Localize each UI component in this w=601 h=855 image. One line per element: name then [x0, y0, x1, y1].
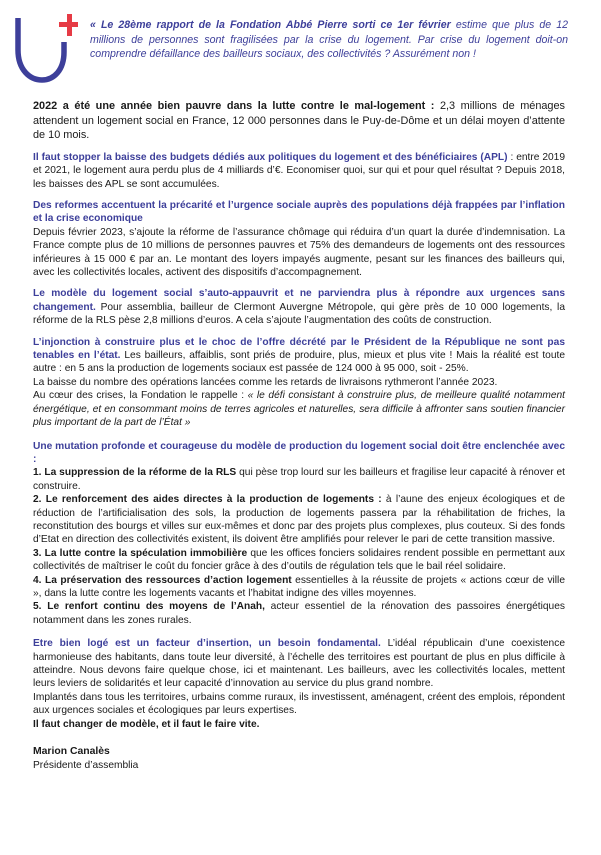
list-item-5 — [33, 600, 565, 627]
assembly-u-cross-logo — [14, 12, 78, 84]
signature — [33, 745, 565, 772]
reformes-heading: Des reformes accentuent la précarité et l’urgence sociale auprès des populations déjà frappées par l’inflation et la crise economique — [33, 200, 565, 225]
item-2-text: à l’aune des enjeux écologiques et de réduction de l’artificialisation des sols, la production de logements passera par la réhabilitation de friches, la reconstitution des bourgs et villes sur eux-mêmes et donc par des projets plus complexes, plus couteux. Si des fonds d’Etat en direction des collectivités existent, ils doivent être amplifiés pour relever le pari de cette transition massive. — [33, 494, 565, 546]
lead-bold: 2022 a été une année bien pauvre dans la lutte contre le mal-logement : — [33, 100, 435, 112]
item-1-bold: 1. La suppression de la réforme de la RLS — [33, 467, 237, 479]
article-body — [33, 99, 565, 772]
insertion-heading: Etre bien logé est un facteur d’insertion, un besoin fondamental. — [33, 638, 381, 650]
list-item-1 — [33, 466, 565, 493]
injonction-line3 — [33, 389, 565, 429]
paragraph-insertion — [33, 637, 565, 691]
item-5-bold: 5. Le renfort continu des moyens de l’Anah, — [33, 601, 265, 613]
modele-text: Pour assemblia, bailleur de Clermont Auvergne Métropole, qui gère près de 10 000 logements, la réforme de la RLS pèse 2,8 millions d’euros. A cela s’ajoute l’augmentation des coûts de construction. — [33, 301, 565, 327]
closing-statement: Il faut changer de modèle, et il faut le faire vite. — [33, 718, 260, 730]
insertion-line2: Implantés dans tous les territoires, urbains comme ruraux, ils investissent, aménagent, créent des emplois, répondent aux urgences sociales et écologiques par leurs expertises. — [33, 691, 565, 717]
logo-cross-horizontal — [59, 22, 78, 27]
mutation-heading: Une mutation profonde et courageuse du modèle de production du logement social doit être enclenchée avec : — [33, 440, 565, 465]
apl-text: : entre 2019 et 2021, le logement aura perdu plus de 4 milliards d’€. Economiser quoi, sur qui et pour quel résultat ? Depuis 2018, les baisses des APL se sont accumulées. — [33, 151, 565, 190]
item-3-text: que les offices fonciers solidaires rendent possible en permettant aux collectivités de maîtriser le coût du foncier grâce à des d’outils de régulation tels que le bail réel solidaire. — [33, 547, 565, 573]
intro-quote-rest: estime que plus de 12 millions de personnes sont fragilisées par la crise du logement. Par crise du logement doit-on comprendre défaillance des bailleurs sociaux, des collectivités ? Assurément non ! — [90, 19, 568, 61]
injonction-line2: La baisse du nombre des opérations lancées comme les retards de livraisons rythmeront l’année 2023. — [33, 376, 498, 388]
list-item-2 — [33, 493, 565, 547]
reformes-text: Depuis février 2023, s’ajoute la réforme de l’assurance chômage qui réduira d’un quart la durée d’indemnisation. La France compte plus de 10 millions de personnes pauvres et 75% des demandeurs de logements ont des ressources inférieures à 15 000 € par an. Le montant des loyers impayés augmente, pesant sur les finances des bailleurs qui, avec les collectivités locales, activent des dispositifs d’accompagnement. — [33, 226, 565, 279]
item-4-text: essentielles à la réussite de projets « actions cœur de ville », dans la lutte contre les logements vacants et l’habitat indigne des villes moyennes. — [33, 574, 565, 599]
injonction-heading: L’injonction à construire plus et le choc de l’offre décrété par le Président de la République ne sont pas tenables en l’état. — [33, 336, 565, 362]
list-item-3 — [33, 547, 565, 574]
item-3-bold: 3. La lutte contre la spéculation immobilière — [33, 547, 248, 559]
fondation-quote: « le défi consistant à construire plus, de meilleure qualité notamment énergétique, et en consommant moins de terres agricoles et naturelles, sera difficile à affronter sans soutien financier plus important de la part de l’État » — [33, 390, 565, 429]
signature-role: Présidente d’assemblia — [33, 759, 139, 771]
intro-quote — [90, 18, 568, 62]
injonction-text: Les bailleurs, affaiblis, sont priés de produire, plus, mieux et plus vite ! Mais la réalité est toute autre : en 5 ans la production de logements sociaux est passée de 124 000 à 95 000, soit - 25%. — [33, 350, 565, 375]
intro-quote-strong: « Le 28ème rapport de la Fondation Abbé Pierre sorti ce 1er février — [90, 19, 451, 31]
list-item-4 — [33, 574, 565, 601]
lead-text: 2,3 millions de ménages attendent un logement social en France, 12 000 personnes dans le Puy-de-Dôme et un délai moyen d’attente de 10 mois. — [33, 100, 565, 142]
item-2-bold: 2. Le renforcement des aides directes à la production de logements : — [33, 494, 382, 506]
item-4-bold: 4. La préservation des ressources d’action logement — [33, 574, 292, 586]
paragraph-apl — [33, 151, 565, 191]
signature-name: Marion Canalès — [33, 746, 110, 758]
modele-heading: Le modèle du logement social s’auto-appauvrit et ne parviendra plus à répondre aux urgences sans changement. — [33, 288, 565, 313]
item-5-text: acteur essentiel de la rénovation des passoires énergétiques notamment dans les zones rurales. — [33, 601, 565, 626]
paragraph-modele — [33, 287, 565, 327]
paragraph-lead — [33, 99, 565, 143]
item-1-text: qui pèse trop lourd sur les bailleurs et fragilise leur capacité à rénover et construire. — [33, 467, 566, 492]
paragraph-injonction — [33, 336, 565, 376]
injonction-line3-start: Au cœur des crises, la Fondation le rappelle : — [33, 390, 248, 402]
apl-heading: Il faut stopper la baisse des budgets dédiés aux politiques du logement et des bénéficiaires (APL) — [33, 151, 508, 163]
insertion-text: L’idéal républicain d’une coexistence harmonieuse des habitants, dans toute leur diversité, à l’échelle des territoires est pourtant de plus en plus difficile à atteindre. Nous devons faire quelque chose, ici et maintenant. Les bailleurs, avec les collectivités locales, mettent leurs leviers de solidarités et leur capacité d’innovation au service du plus grand nombre. — [33, 638, 565, 690]
logo-u-shape — [18, 18, 64, 80]
